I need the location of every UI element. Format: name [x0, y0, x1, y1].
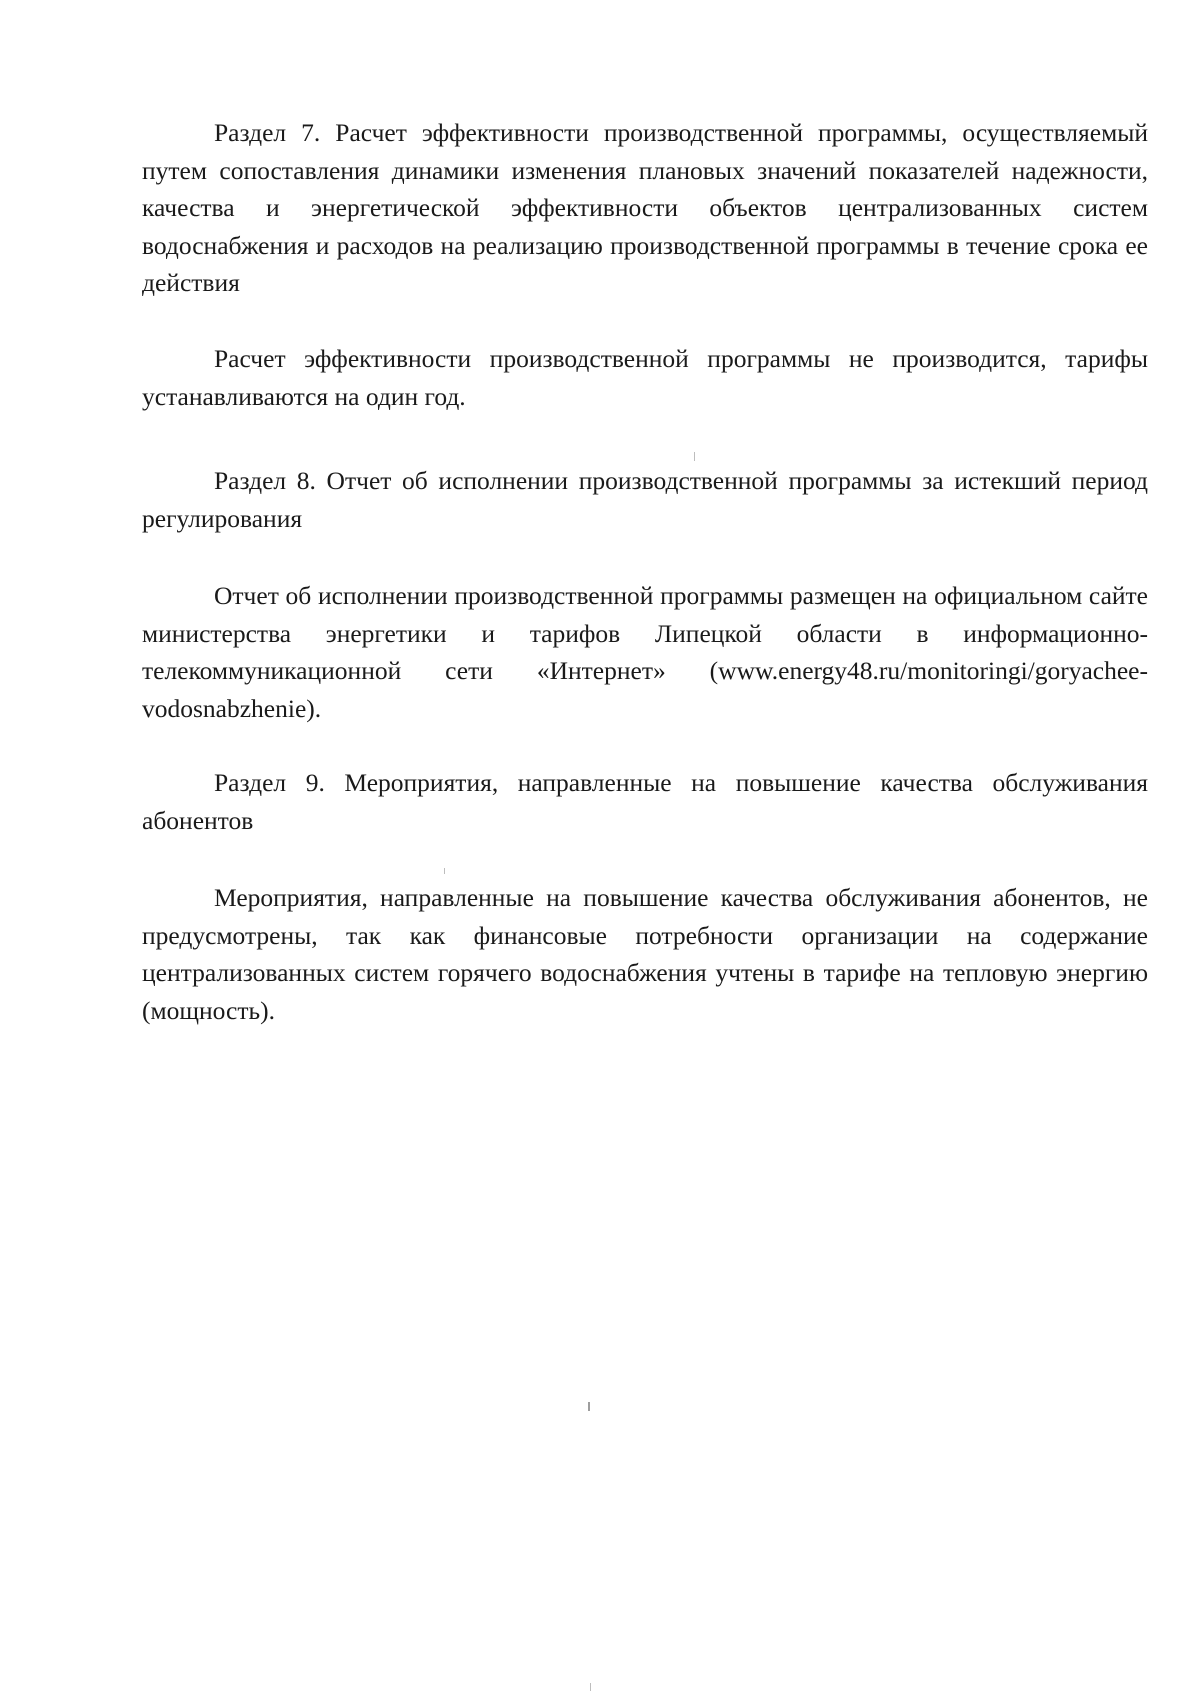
section-7-heading: Раздел 7. Расчет эффективности производственной программы, осуществляемый путем сопоставления динамики изменения плановых значений показателей надежности, качества и энергетической эффективности объектов централизованных систем водоснабжения и расходов на реализацию производственной программы в течение срока ее действия — [142, 118, 1148, 297]
scan-artifact — [444, 868, 445, 874]
scan-artifact — [590, 1683, 591, 1691]
section-8-body: Отчет об исполнении производственной программы размещен на официальном сайте министерства энергетики и тарифов Липецкой области в информационно-телекоммуникационной сети «Интернет» (www.energy48.ru/monitoringi/goryachee-vodosnabzhenie). — [142, 581, 1148, 723]
section-7-body: Расчет эффективности производственной программы не производится, тарифы устанавливаются на один год. — [142, 344, 1148, 411]
section-9-body: Мероприятия, направленные на повышение качества обслуживания абонентов, не предусмотрены, так как финансовые потребности организации на содержание централизованных систем горячего водоснабжения учтены в тарифе на тепловую энергию (мощность). — [142, 883, 1148, 1025]
scan-artifact — [588, 1402, 590, 1411]
section-8-heading: Раздел 8. Отчет об исполнении производственной программы за истекший период регулирования — [142, 466, 1148, 533]
scan-artifact — [694, 452, 695, 461]
section-9-heading: Раздел 9. Мероприятия, направленные на повышение качества обслуживания абонентов — [142, 768, 1148, 835]
